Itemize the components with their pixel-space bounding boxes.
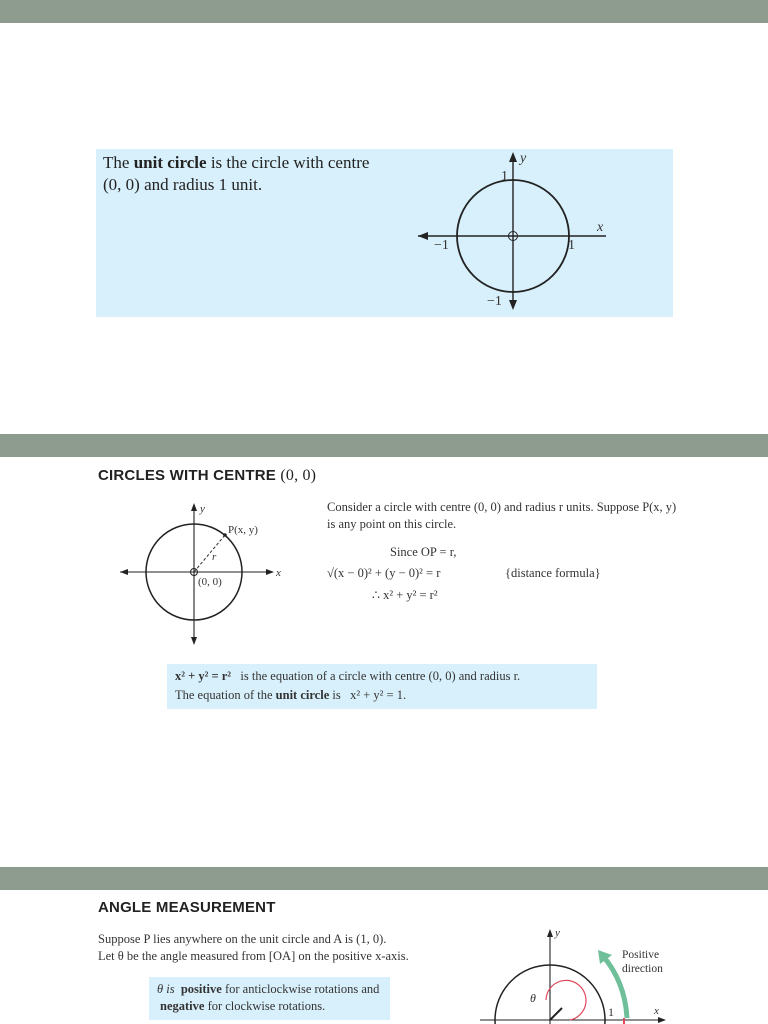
x-axis-label: x [654,1005,659,1017]
origin-label: (0, 0) [198,576,222,588]
radius-label: r [212,551,217,563]
x-axis-label: x [276,567,281,579]
derivation-line-1: Since OP = r, [390,545,457,559]
circle-paragraph: Consider a circle with centre (0, 0) and radius r units. Suppose P(x, y) is any point on this circle. [327,500,677,531]
tick-label-right: 1 [568,238,575,253]
x-axis-right-arrow [658,1017,666,1023]
radius-line [550,1008,562,1020]
tick-label-bottom: −1 [487,294,502,309]
y-axis-up-arrow [547,929,553,937]
equation-line-1: x² + y² = r² is the equation of a circle with centre (0, 0) and radius r. [175,669,521,683]
y-axis-label: y [200,503,205,515]
tick-label-left: −1 [434,238,449,253]
derivation-line-2: √(x − 0)² + (y − 0)² = r [327,566,441,580]
equation-line-2: The equation of the unit circle is x² + y² = 1. [175,688,407,702]
angle-paragraph-line-1: Suppose P lies anywhere on the unit circle and A is (1, 0). [98,932,387,946]
positive-direction-label-2: direction [622,963,663,975]
derivation-line-3: ∴ x² + y² = r² [372,588,438,602]
unit-circle-definition: The unit circle is the circle with centre (0, 0) and radius 1 unit. [103,153,370,194]
point-label: P(x, y) [228,524,258,536]
tick-label-top: 1 [501,169,508,184]
angle-arc [546,980,586,1020]
derivation-note: {distance formula} [505,566,601,580]
angle-paragraph-line-2: Let θ be the angle measured from [OA] on the positive x-axis. [98,949,409,963]
x-axis-label: x [597,220,604,235]
angle-heading: ANGLE MEASUREMENT [98,899,276,916]
y-axis-label: y [555,927,560,939]
circles-heading: CIRCLES WITH CENTRE (0, 0) [98,467,317,484]
theta-label: θ [530,991,536,1005]
y-axis-label: y [520,151,527,166]
positive-direction-label-1: Positive [622,949,660,961]
tick-label-one: 1 [608,1005,614,1019]
angle-box-line-1: θ is positive for anticlockwise rotations and [157,982,380,996]
angle-box-line-2: negative for clockwise rotations. [160,999,326,1013]
unit-circle-term: unit circle [133,153,207,172]
